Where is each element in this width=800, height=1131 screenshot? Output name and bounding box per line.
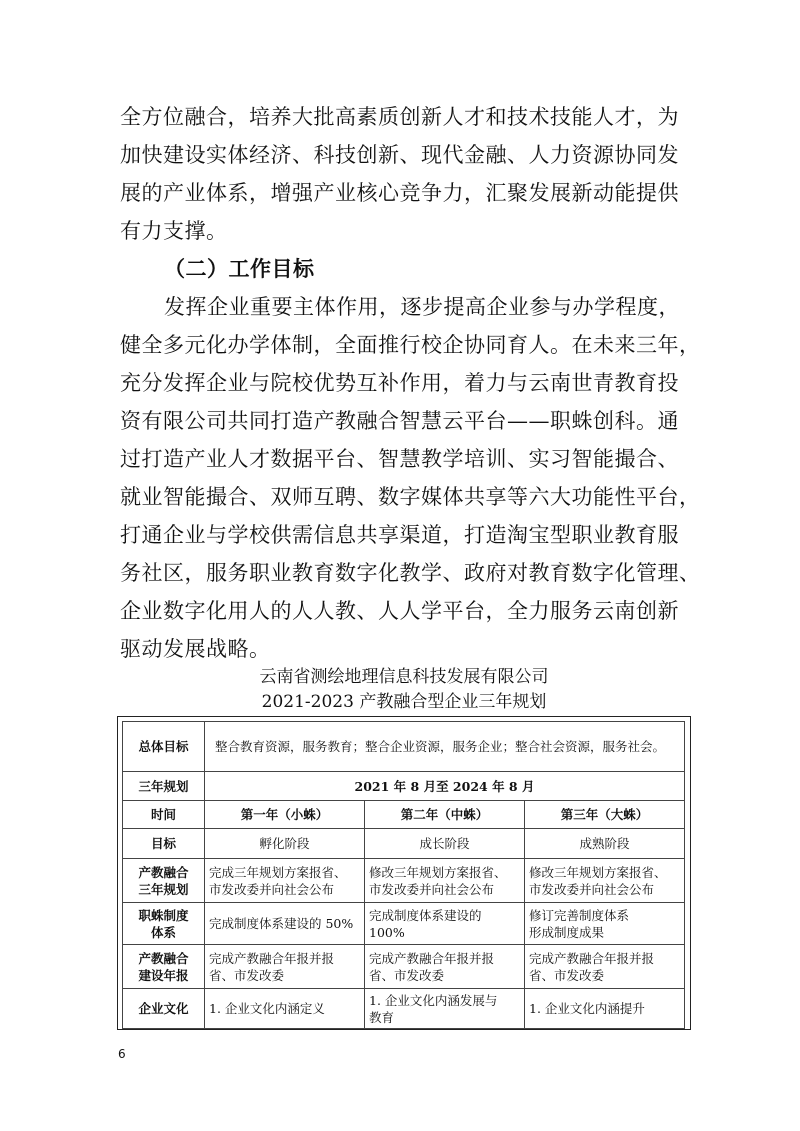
table-row — [123, 829, 685, 859]
body-line: 打通企业与学校供需信息共享渠道，打造淘宝型职业教育服 — [120, 523, 679, 547]
intro-paragraph — [120, 98, 688, 250]
section-heading-block — [120, 250, 688, 288]
body-line: 过打造产业人才数据平台、智慧教学培训、实习智能撮合、 — [120, 447, 679, 471]
plan-cell: 1. 企业文化内涵定义 — [205, 989, 365, 1029]
body-line: 企业数字化用人的人人教、人人学平台，全力服务云南创新 — [120, 599, 679, 623]
overall-goal-label: 总体目标 — [123, 722, 205, 772]
year-header: 第一年（小蛛） — [205, 801, 365, 829]
target-label: 目标 — [123, 829, 205, 859]
time-label: 时间 — [123, 801, 205, 829]
body-line: 务社区，服务职业教育数字化教学、政府对教育数字化管理、 — [120, 561, 701, 585]
year-header: 第三年（大蛛） — [525, 801, 685, 829]
page-number: 6 — [118, 1047, 126, 1061]
goal-paragraph — [120, 288, 701, 668]
body-line: 驱动发展战略。 — [120, 637, 271, 661]
row-label: 产教融合 建设年报 — [123, 945, 205, 989]
body-line: 全方位融合，培养大批高素质创新人才和技术技能人才，为 — [120, 105, 679, 129]
body-line: 有力支撑。 — [120, 219, 228, 243]
table-row — [123, 722, 685, 772]
plan-label: 三年规划 — [123, 772, 205, 801]
plan-cell: 完成制度体系建设的 50% — [205, 903, 365, 945]
row-label: 职蛛制度 体系 — [123, 903, 205, 945]
plan-cell: 修订完善制度体系 形成制度成果 — [525, 903, 685, 945]
plan-cell: 修改三年规划方案报省、 市发改委并向社会公布 — [365, 859, 525, 903]
row-label: 企业文化 — [123, 989, 205, 1029]
plan-cell: 完成制度体系建设的 100% — [365, 903, 525, 945]
body-line: 健全多元化办学体制，全面推行校企协同育人。在未来三年， — [120, 333, 701, 357]
plan-cell: 修改三年规划方案报省、 市发改委并向社会公布 — [525, 859, 685, 903]
body-line: 充分发挥企业与院校优势互补作用，着力与云南世青教育投 — [120, 371, 679, 395]
section-heading: （二）工作目标 — [164, 256, 315, 281]
stage-cell: 成长阶段 — [365, 829, 525, 859]
plan-cell: 完成产教融合年报并报 省、市发改委 — [205, 945, 365, 989]
plan-cell: 1. 企业文化内涵发展与 教育 — [365, 989, 525, 1029]
overall-goal-value: 整合教育资源，服务教育；整合企业资源，服务企业；整合社会资源，服务社会。 — [205, 722, 685, 772]
table-row — [123, 801, 685, 829]
plan-table — [122, 721, 685, 1029]
body-line: 展的产业体系，增强产业核心竞争力，汇聚发展新动能提供 — [120, 181, 679, 205]
plan-cell: 完成产教融合年报并报 省、市发改委 — [365, 945, 525, 989]
table-title-line1: 云南省测绘地理信息科技发展有限公司 — [259, 667, 549, 687]
stage-cell: 成熟阶段 — [525, 829, 685, 859]
plan-period: 2021 年 8 月至 2024 年 8 月 — [205, 772, 685, 801]
table-row — [123, 945, 685, 989]
row-label: 产教融合 三年规划 — [123, 859, 205, 903]
table-title-line2: 2021-2023 产教融合型企业三年规划 — [261, 692, 547, 712]
table-row — [123, 772, 685, 801]
table-row — [123, 989, 685, 1029]
body-line: 发挥企业重要主体作用，逐步提高企业参与办学程度， — [164, 295, 680, 319]
body-line: 加快建设实体经济、科技创新、现代金融、人力资源协同发 — [120, 143, 679, 167]
stage-cell: 孵化阶段 — [205, 829, 365, 859]
plan-table-frame — [117, 716, 691, 1030]
table-row — [123, 859, 685, 903]
body-line: 就业智能撮合、双师互聘、数字媒体共享等六大功能性平台， — [120, 485, 701, 509]
table-row — [123, 903, 685, 945]
plan-cell: 1. 企业文化内涵提升 — [525, 989, 685, 1029]
year-header: 第二年（中蛛） — [365, 801, 525, 829]
plan-cell: 完成三年规划方案报省、 市发改委并向社会公布 — [205, 859, 365, 903]
body-line: 资有限公司共同打造产教融合智慧云平台——职蛛创科。通 — [120, 409, 679, 433]
plan-cell: 完成产教融合年报并报 省、市发改委 — [525, 945, 685, 989]
